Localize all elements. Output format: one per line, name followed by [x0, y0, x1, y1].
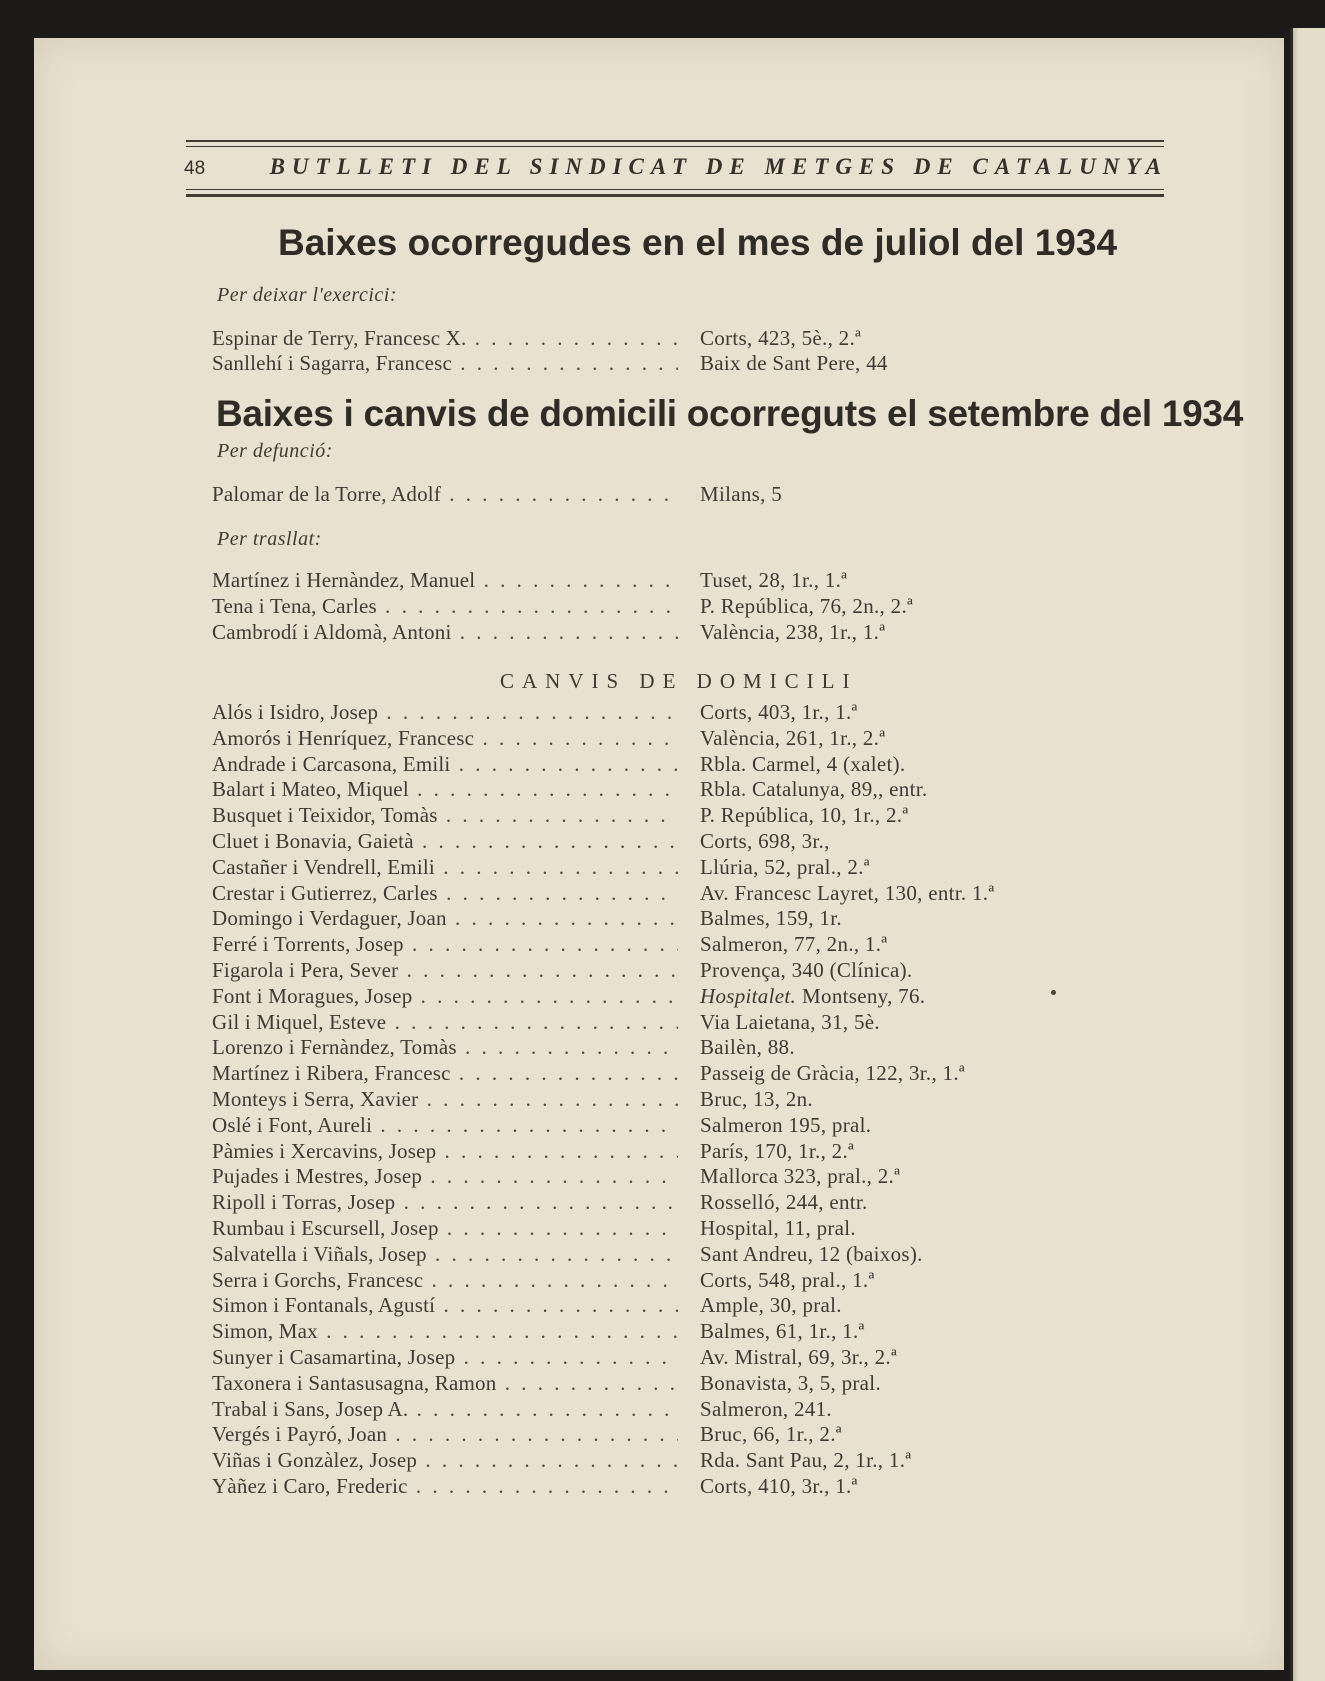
entry-name: Martínez i Ribera, Francesc . . . [212, 1061, 678, 1086]
entry-address: Corts, 698, 3r., [700, 828, 830, 853]
entry-name: Yàñez i Caro, Frederic . . . [212, 1474, 678, 1499]
header-rule-top [186, 140, 1164, 142]
entry-name: Ripoll i Torras, Josep . . . [212, 1190, 678, 1215]
list-item [212, 1268, 994, 1294]
list-item [212, 958, 994, 984]
entry-address: Av. Mistral, 69, 3r., 2.ª [700, 1344, 898, 1369]
entry-address: Baix de Sant Pere, 44 [700, 351, 888, 375]
entry-address: Rosselló, 244, entr. [700, 1190, 868, 1215]
list-item [212, 1216, 994, 1242]
entry-name: Taxonera i Santasusagna, Ramon . . . [212, 1371, 678, 1396]
entry-name: Lorenzo i Fernàndez, Tomàs . . . [212, 1035, 678, 1060]
list-item [212, 1113, 994, 1139]
facing-page-edge [1290, 28, 1325, 1681]
entry-name: Font i Moragues, Josep . . . [212, 984, 678, 1009]
entry-name: Oslé i Font, Aureli . . . [212, 1113, 678, 1138]
entry-name: Simon, Max . . . [212, 1319, 678, 1344]
section-title-july: Baixes ocorregudes en el mes de juliol del 1934 [278, 222, 1118, 263]
list-item [212, 1293, 994, 1319]
list-item [212, 1474, 994, 1500]
list-trasllat [212, 568, 913, 646]
entry-name: Martínez i Hernàndez, Manuel . . . [212, 568, 678, 593]
list-canvis-domicili [212, 700, 994, 1500]
subheading-defuncio: Per defunció: [217, 440, 333, 462]
entry-name: Balart i Mateo, Miquel . . . [212, 777, 678, 802]
entry-address: València, 238, 1r., 1.ª [700, 620, 886, 644]
list-item [212, 1422, 994, 1448]
entry-address: París, 170, 1r., 2.ª [700, 1138, 855, 1163]
entry-address: Via Laietana, 31, 5è. [700, 1009, 880, 1034]
entry-address: Corts, 423, 5è., 2.ª [700, 326, 862, 350]
entry-address: Passeig de Gràcia, 122, 3r., 1.ª [700, 1061, 966, 1086]
list-item [212, 1139, 994, 1165]
list-item [212, 752, 994, 778]
entry-address: Rda. Sant Pau, 2, 1r., 1.ª [700, 1448, 912, 1473]
list-item [212, 594, 913, 620]
entry-address: Av. Francesc Layret, 130, entr. 1.ª [700, 880, 995, 905]
entry-address [678, 984, 925, 1009]
entry-address: P. República, 10, 1r., 2.ª [700, 803, 909, 828]
entry-name: Tena i Tena, Carles . . . [212, 594, 678, 619]
entry-address: Provença, 340 (Clínica). [700, 957, 913, 982]
entry-name: Simon i Fontanals, Agustí . . . [212, 1293, 678, 1318]
entry-name: Salvatella i Viñals, Josep . . . [212, 1242, 678, 1267]
list-item [212, 1345, 994, 1371]
entry-address: Corts, 403, 1r., 1.ª [700, 700, 858, 724]
list-item [212, 1371, 994, 1397]
entry-address: Bailèn, 88. [700, 1035, 795, 1060]
entry-address: Milans, 5 [700, 482, 783, 506]
list-item [212, 803, 994, 829]
entry-address: Corts, 548, pral., 1.ª [700, 1267, 875, 1292]
entry-address: Salmeron, 241. [700, 1396, 832, 1421]
entry-address-street: Montseny, 76. [802, 983, 926, 1008]
subheading-trasllat: Per trasllat: [217, 528, 322, 550]
list-item [212, 568, 913, 594]
list-item [212, 1242, 994, 1268]
list-item [212, 326, 888, 351]
list-item [212, 984, 994, 1010]
entry-address: Balmes, 61, 1r., 1.ª [700, 1319, 865, 1344]
list-item [212, 620, 913, 646]
entry-name: Busquet i Teixidor, Tomàs . . . [212, 803, 678, 828]
list-item [212, 1448, 994, 1474]
list-item [212, 1061, 994, 1087]
entry-name: Gil i Miquel, Esteve . . . [212, 1010, 678, 1035]
entry-address: Llúria, 52, pral., 2.ª [700, 854, 870, 879]
list-item [212, 906, 994, 932]
running-header [184, 154, 1168, 184]
entry-address: Rbla. Catalunya, 89,, entr. [700, 777, 928, 802]
entry-name: Serra i Gorchs, Francesc . . . [212, 1268, 678, 1293]
list-item [212, 1319, 994, 1345]
section-title-september: Baixes i canvis de domicili ocorreguts el setembre del 1934 [216, 393, 1243, 434]
entry-name: Cluet i Bonavia, Gaietà . . . [212, 829, 678, 854]
list-item [212, 1035, 994, 1061]
entry-name: Andrade i Carcasona, Emili . . . [212, 752, 678, 777]
header-rule-bottom-thin [186, 189, 1164, 190]
entry-address: P. República, 76, 2n., 2.ª [700, 594, 914, 618]
list-item [212, 881, 994, 907]
list-defuncio [212, 482, 782, 507]
entry-address: Bonavista, 3, 5, pral. [700, 1370, 881, 1395]
entry-address: Bruc, 66, 1r., 2.ª [700, 1422, 842, 1447]
header-rule-bottom [186, 194, 1164, 197]
list-item [212, 1087, 994, 1113]
list-item [212, 1397, 994, 1423]
entry-address: Balmes, 159, 1r. [700, 906, 842, 931]
entry-name: Pàmies i Xercavins, Josep . . . [212, 1139, 678, 1164]
header-rule-top-thin [186, 146, 1164, 147]
entry-address: Tuset, 28, 1r., 1.ª [700, 568, 848, 592]
entry-address-city: Hospitalet. [700, 983, 797, 1008]
entry-name: Espinar de Terry, Francesc X. . . . [212, 326, 678, 351]
page-number: 48 [184, 158, 206, 179]
entry-address: Corts, 410, 3r., 1.ª [700, 1473, 858, 1498]
entry-name: Palomar de la Torre, Adolf . . . [212, 482, 678, 507]
list-item [212, 351, 888, 376]
list-item [212, 829, 994, 855]
entry-address: Ample, 30, pral. [700, 1293, 842, 1318]
list-item [212, 855, 994, 881]
entry-name: Crestar i Gutierrez, Carles . . . [212, 881, 678, 906]
entry-name: Sanllehí i Sagarra, Francesc . . . [212, 351, 678, 376]
entry-address: Sant Andreu, 12 (baixos). [700, 1241, 923, 1266]
list-item [212, 1190, 994, 1216]
entry-address: València, 261, 1r., 2.ª [700, 725, 886, 750]
entry-address: Bruc, 13, 2n. [700, 1086, 813, 1111]
entry-name: Rumbau i Escursell, Josep . . . [212, 1216, 678, 1241]
list-item [212, 1010, 994, 1036]
entry-name: Monteys i Serra, Xavier . . . [212, 1087, 678, 1112]
entry-address: Rbla. Carmel, 4 (xalet). [700, 751, 906, 776]
heading-canvis-domicili: CANVIS DE DOMICILI [500, 669, 858, 693]
entry-name: Viñas i Gonzàlez, Josep . . . [212, 1448, 678, 1473]
subheading-deixar-exercici: Per deixar l'exercici: [217, 284, 398, 306]
entry-name: Cambrodí i Aldomà, Antoni . . . [212, 620, 678, 645]
running-title: BUTLLETI DEL SINDICAT DE METGES DE CATALUNYA [269, 154, 1168, 179]
entry-name: Sunyer i Casamartina, Josep . . . [212, 1345, 678, 1370]
entry-name: Pujades i Mestres, Josep . . . [212, 1164, 678, 1189]
entry-name: Vergés i Payró, Joan . . . [212, 1422, 678, 1447]
list-item [212, 700, 994, 726]
entry-address: Hospital, 11, pral. [700, 1215, 856, 1240]
entry-name: Trabal i Sans, Josep A. . . . [212, 1397, 678, 1422]
entry-address: Salmeron, 77, 2n., 1.ª [700, 932, 888, 957]
list-item [212, 932, 994, 958]
entry-name: Castañer i Vendrell, Emili . . . [212, 855, 678, 880]
list-item [212, 482, 782, 507]
entry-address: Mallorca 323, pral., 2.ª [700, 1164, 901, 1189]
entry-name: Domingo i Verdaguer, Joan . . . [212, 906, 678, 931]
entry-name: Alós i Isidro, Josep . . . [212, 700, 678, 725]
paper-speck [1051, 990, 1056, 995]
entry-name: Amorós i Henríquez, Francesc . . . [212, 726, 678, 751]
entry-name: Figarola i Pera, Sever . . . [212, 958, 678, 983]
entry-address: Salmeron 195, pral. [700, 1112, 872, 1137]
list-item [212, 726, 994, 752]
list-item [212, 777, 994, 803]
list-july [212, 326, 888, 376]
list-item [212, 1164, 994, 1190]
entry-name: Ferré i Torrents, Josep . . . [212, 932, 678, 957]
